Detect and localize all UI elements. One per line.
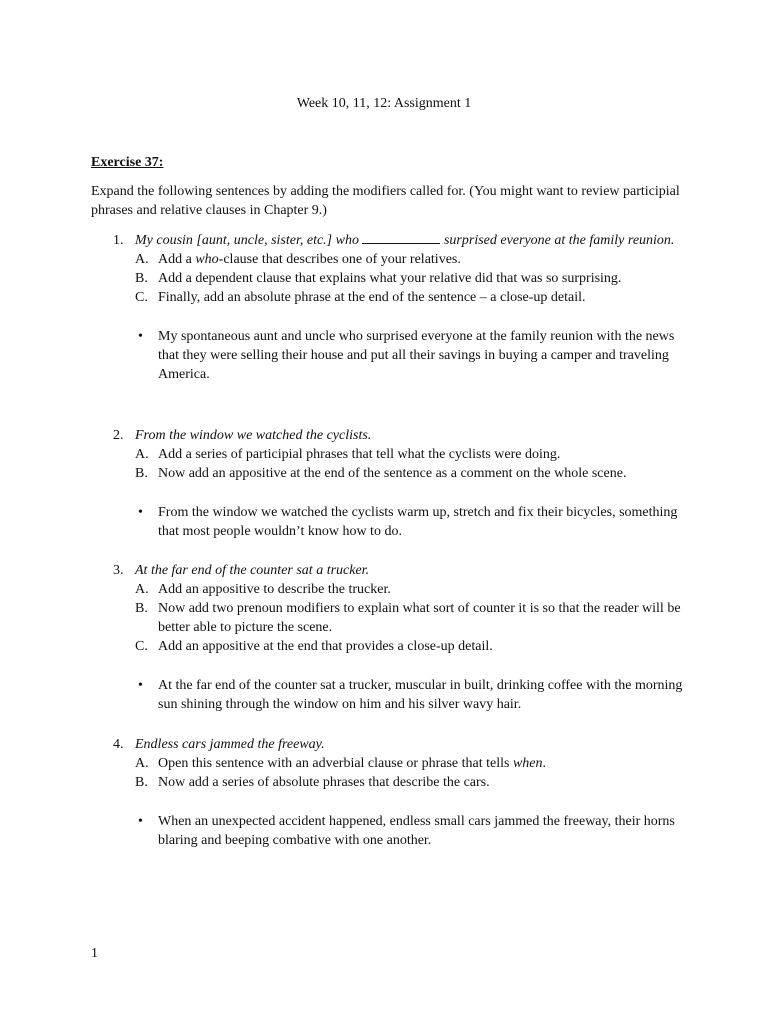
answer-text: From the window we watched the cyclists warm up, stretch and fix their bicycles, something that most people wouldn’t know how to do. — [158, 505, 678, 539]
sub-instruction — [91, 580, 691, 599]
sub-text: Now add two prenoun modifiers to explain what sort of counter it is so that the reader will be better able to picture the scene. — [158, 601, 681, 635]
sub-instruction — [91, 754, 691, 773]
sub-instruction — [91, 250, 691, 269]
sub-text: Add a series of participial phrases that tell what the cyclists were doing. — [158, 447, 561, 462]
prompt-text: Endless cars jammed the freeway. — [135, 737, 325, 752]
exercise-item-4 — [91, 735, 691, 850]
page-number: 1 — [91, 946, 98, 961]
sub-letter: C. — [135, 290, 148, 305]
bullet-icon: • — [138, 329, 143, 344]
answer-bullet — [91, 812, 691, 850]
sub-text-emphasis: who — [195, 252, 219, 267]
sub-letter: A. — [135, 582, 149, 597]
sub-instruction — [91, 637, 691, 656]
answer-text: My spontaneous aunt and uncle who surprised everyone at the family reunion with the news that they were selling their house and put all their savings in buying a camper and traveling America. — [158, 329, 675, 382]
prompt-text: At the far end of the counter sat a trucker. — [135, 563, 370, 578]
answer-bullet — [91, 503, 691, 541]
answer-bullet — [91, 676, 691, 714]
exercise-item-2 — [91, 426, 691, 541]
sub-text: Now add a series of absolute phrases that describe the cars. — [158, 775, 490, 790]
sub-text: Add an appositive to describe the trucker. — [158, 582, 391, 597]
prompt-text: From the window we watched the cyclists. — [135, 428, 372, 443]
sub-text: Add a dependent clause that explains what your relative did that was so surprising. — [158, 271, 622, 286]
item-prompt — [91, 735, 691, 754]
sub-text: Finally, add an absolute phrase at the end of the sentence – a close-up detail. — [158, 290, 586, 305]
sub-text: Open this sentence with an adverbial clause or phrase that tells — [158, 756, 513, 771]
sub-instruction — [91, 464, 691, 483]
sub-letter: A. — [135, 252, 149, 267]
item-number: 4. — [113, 737, 124, 752]
item-prompt — [91, 426, 691, 445]
instructions-paragraph: Expand the following sentences by adding the modifiers called for. (You might want to review participial phrases and relative clauses in Chapter 9.) — [91, 184, 680, 218]
sub-instruction — [91, 288, 691, 307]
item-number: 1. — [113, 233, 124, 248]
sub-letter: B. — [135, 601, 148, 616]
item-prompt — [91, 231, 691, 250]
bullet-icon: • — [138, 505, 143, 520]
bullet-icon: • — [138, 814, 143, 829]
sub-letter: A. — [135, 447, 149, 462]
sub-instruction — [91, 599, 691, 637]
fill-in-blank — [362, 231, 440, 244]
item-number: 3. — [113, 563, 124, 578]
item-number: 2. — [113, 428, 124, 443]
sub-letter: A. — [135, 756, 149, 771]
sub-letter: B. — [135, 775, 148, 790]
bullet-icon: • — [138, 678, 143, 693]
sub-letter: B. — [135, 271, 148, 286]
sub-instruction — [91, 445, 691, 464]
sub-instruction — [91, 269, 691, 288]
page-title: Week 10, 11, 12: Assignment 1 — [296, 96, 472, 111]
sub-text-end: . — [542, 756, 546, 771]
exercise-heading: Exercise 37: — [91, 155, 164, 170]
answer-text: At the far end of the counter sat a trucker, muscular in built, drinking coffee with the morning sun shining through the window on him and his silver wavy hair. — [158, 678, 683, 712]
sub-text-end: -clause that describes one of your relatives. — [218, 252, 461, 267]
sub-letter: C. — [135, 639, 148, 654]
sub-text: Add an appositive at the end that provides a close-up detail. — [158, 639, 493, 654]
prompt-text: My cousin [aunt, uncle, sister, etc.] who — [135, 233, 359, 248]
sub-text: Now add an appositive at the end of the sentence as a comment on the whole scene. — [158, 466, 627, 481]
sub-text: Add a — [158, 252, 196, 267]
sub-instruction — [91, 773, 691, 792]
sub-text-emphasis: when — [512, 756, 543, 771]
item-prompt — [91, 561, 691, 580]
prompt-text-continued: surprised everyone at the family reunion. — [440, 233, 675, 248]
answer-bullet — [91, 327, 691, 384]
exercise-item-3 — [91, 561, 691, 714]
exercise-item-1 — [91, 231, 691, 384]
answer-text: When an unexpected accident happened, endless small cars jammed the freeway, their horns blaring and beeping combative with one another. — [158, 814, 675, 848]
sub-letter: B. — [135, 466, 148, 481]
